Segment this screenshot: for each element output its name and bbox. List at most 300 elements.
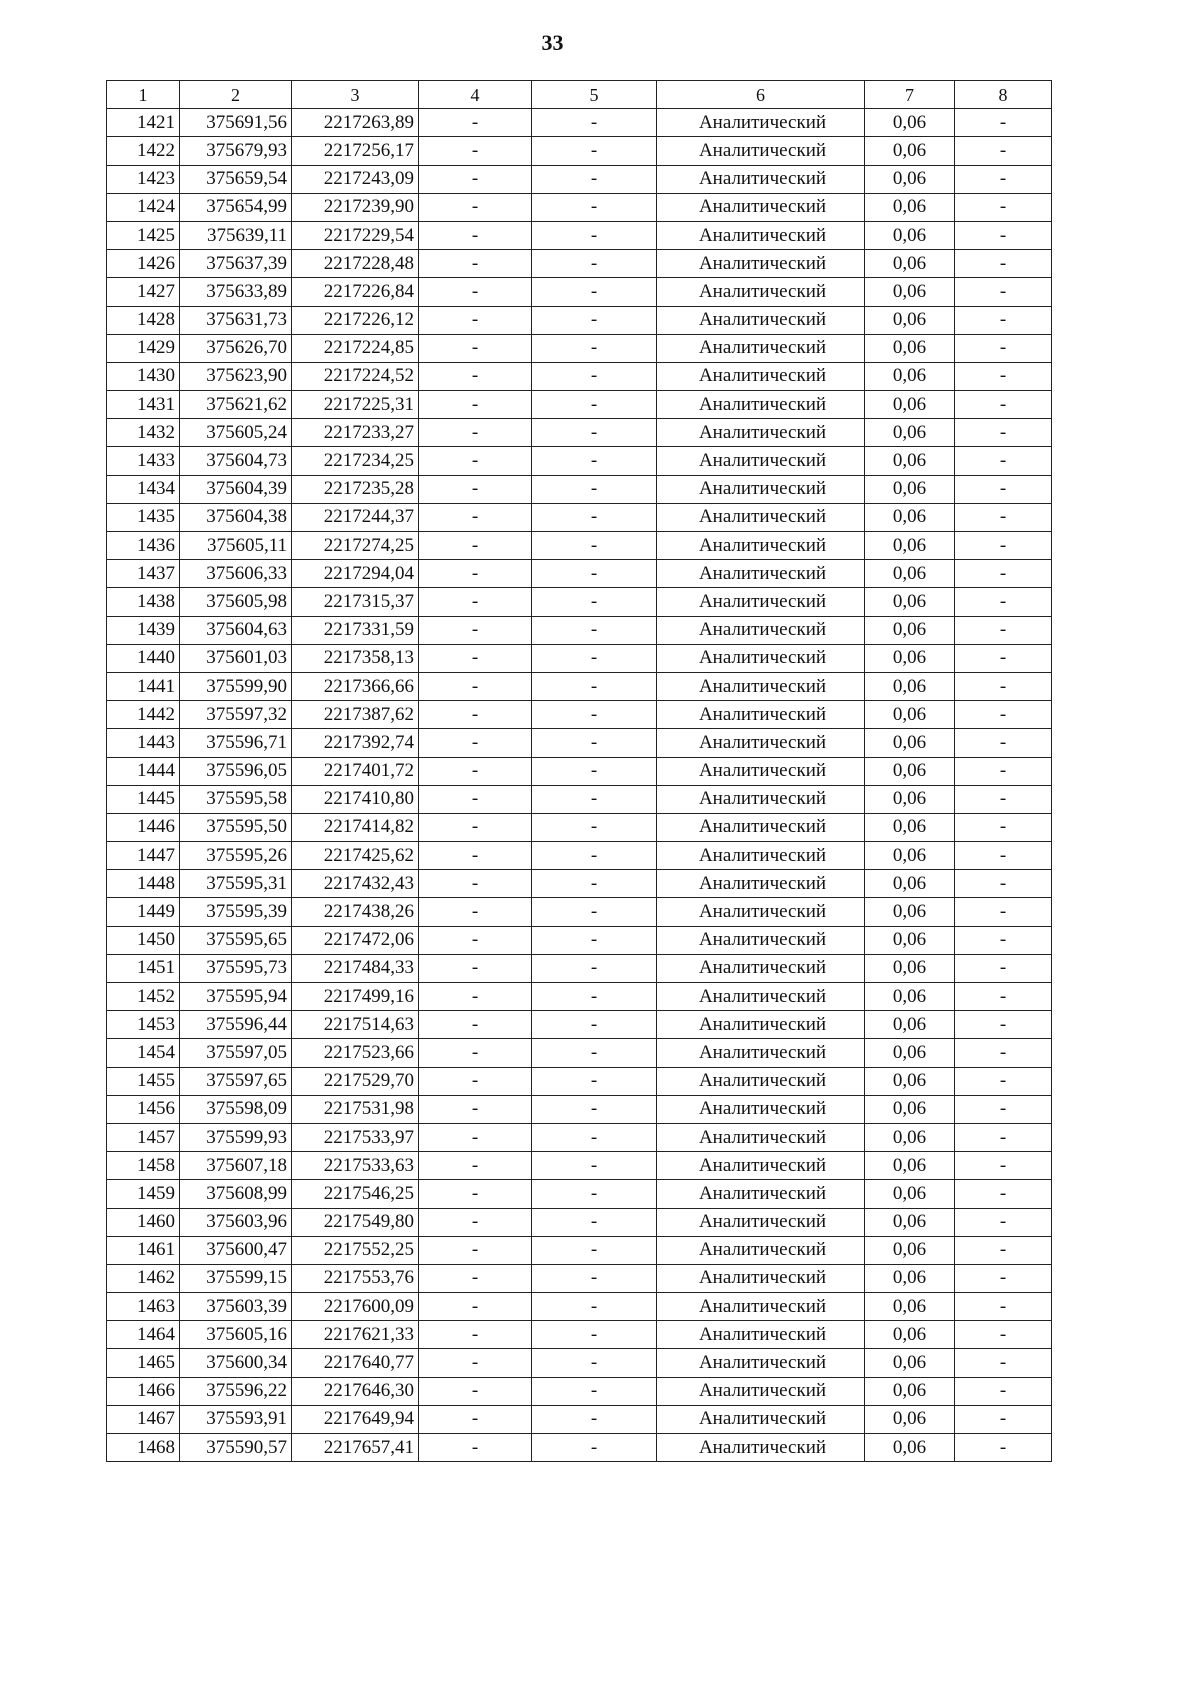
- point-number-cell: 1464: [107, 1321, 180, 1349]
- method-cell: Аналитический: [657, 250, 865, 278]
- column-4-cell: -: [419, 193, 532, 221]
- accuracy-cell: 0,06: [865, 419, 955, 447]
- x-coordinate-cell: 375595,26: [180, 842, 292, 870]
- method-cell: Аналитический: [657, 954, 865, 982]
- table-row: [107, 391, 1052, 419]
- x-coordinate-cell: 375595,39: [180, 898, 292, 926]
- point-number-cell: 1466: [107, 1377, 180, 1405]
- method-cell: Аналитический: [657, 983, 865, 1011]
- table-row: [107, 785, 1052, 813]
- column-8-cell: -: [955, 898, 1052, 926]
- point-number-cell: 1456: [107, 1095, 180, 1123]
- column-4-cell: -: [419, 1405, 532, 1433]
- column-8-cell: -: [955, 1208, 1052, 1236]
- column-5-cell: -: [532, 278, 657, 306]
- point-number-cell: 1442: [107, 701, 180, 729]
- column-4-cell: -: [419, 165, 532, 193]
- y-coordinate-cell: 2217410,80: [292, 785, 419, 813]
- table-row: [107, 644, 1052, 672]
- y-coordinate-cell: 2217239,90: [292, 193, 419, 221]
- column-8-cell: -: [955, 1236, 1052, 1264]
- column-4-cell: -: [419, 954, 532, 982]
- point-number-cell: 1440: [107, 644, 180, 672]
- column-5-cell: -: [532, 729, 657, 757]
- table-row: [107, 926, 1052, 954]
- point-number-cell: 1426: [107, 250, 180, 278]
- point-number-cell: 1431: [107, 391, 180, 419]
- accuracy-cell: 0,06: [865, 447, 955, 475]
- column-4-cell: -: [419, 1067, 532, 1095]
- method-cell: Аналитический: [657, 813, 865, 841]
- column-4-cell: -: [419, 1039, 532, 1067]
- accuracy-cell: 0,06: [865, 983, 955, 1011]
- accuracy-cell: 0,06: [865, 362, 955, 390]
- accuracy-cell: 0,06: [865, 306, 955, 334]
- column-4-cell: -: [419, 1011, 532, 1039]
- method-cell: Аналитический: [657, 109, 865, 137]
- point-number-cell: 1449: [107, 898, 180, 926]
- accuracy-cell: 0,06: [865, 926, 955, 954]
- method-cell: Аналитический: [657, 362, 865, 390]
- x-coordinate-cell: 375595,94: [180, 983, 292, 1011]
- column-5-cell: -: [532, 560, 657, 588]
- column-8-cell: -: [955, 1434, 1052, 1462]
- x-coordinate-cell: 375595,73: [180, 954, 292, 982]
- method-cell: Аналитический: [657, 221, 865, 249]
- column-8-cell: -: [955, 1152, 1052, 1180]
- method-cell: Аналитический: [657, 870, 865, 898]
- x-coordinate-cell: 375659,54: [180, 165, 292, 193]
- column-4-cell: -: [419, 391, 532, 419]
- column-4-cell: -: [419, 1236, 532, 1264]
- column-8-cell: -: [955, 1067, 1052, 1095]
- column-4-cell: -: [419, 1123, 532, 1151]
- method-cell: Аналитический: [657, 532, 865, 560]
- column-5-cell: -: [532, 532, 657, 560]
- accuracy-cell: 0,06: [865, 898, 955, 926]
- x-coordinate-cell: 375604,73: [180, 447, 292, 475]
- method-cell: Аналитический: [657, 1208, 865, 1236]
- column-5-cell: -: [532, 1180, 657, 1208]
- method-cell: Аналитический: [657, 1039, 865, 1067]
- table-row: [107, 672, 1052, 700]
- column-8-cell: -: [955, 1293, 1052, 1321]
- column-5-cell: -: [532, 785, 657, 813]
- method-cell: Аналитический: [657, 898, 865, 926]
- accuracy-cell: 0,06: [865, 1321, 955, 1349]
- x-coordinate-cell: 375590,57: [180, 1434, 292, 1462]
- column-5-cell: -: [532, 983, 657, 1011]
- column-4-cell: -: [419, 898, 532, 926]
- accuracy-cell: 0,06: [865, 644, 955, 672]
- method-cell: Аналитический: [657, 926, 865, 954]
- column-8-cell: -: [955, 193, 1052, 221]
- column-5-cell: -: [532, 672, 657, 700]
- point-number-cell: 1465: [107, 1349, 180, 1377]
- table-row: [107, 701, 1052, 729]
- column-8-cell: -: [955, 391, 1052, 419]
- column-8-cell: -: [955, 1321, 1052, 1349]
- column-5-cell: -: [532, 475, 657, 503]
- column-5-cell: -: [532, 1236, 657, 1264]
- point-number-cell: 1428: [107, 306, 180, 334]
- column-5-cell: -: [532, 898, 657, 926]
- y-coordinate-cell: 2217387,62: [292, 701, 419, 729]
- column-8-cell: -: [955, 1377, 1052, 1405]
- table-row: [107, 475, 1052, 503]
- method-cell: Аналитический: [657, 278, 865, 306]
- accuracy-cell: 0,06: [865, 137, 955, 165]
- column-5-cell: -: [532, 165, 657, 193]
- method-cell: Аналитический: [657, 644, 865, 672]
- method-cell: Аналитический: [657, 193, 865, 221]
- column-5-cell: -: [532, 1377, 657, 1405]
- accuracy-cell: 0,06: [865, 842, 955, 870]
- x-coordinate-cell: 375599,93: [180, 1123, 292, 1151]
- point-number-cell: 1453: [107, 1011, 180, 1039]
- point-number-cell: 1437: [107, 560, 180, 588]
- y-coordinate-cell: 2217657,41: [292, 1434, 419, 1462]
- column-header: 3: [292, 81, 419, 109]
- column-8-cell: -: [955, 221, 1052, 249]
- accuracy-cell: 0,06: [865, 1377, 955, 1405]
- method-cell: Аналитический: [657, 1236, 865, 1264]
- x-coordinate-cell: 375593,91: [180, 1405, 292, 1433]
- x-coordinate-cell: 375605,98: [180, 588, 292, 616]
- y-coordinate-cell: 2217263,89: [292, 109, 419, 137]
- x-coordinate-cell: 375608,99: [180, 1180, 292, 1208]
- column-4-cell: -: [419, 757, 532, 785]
- method-cell: Аналитический: [657, 672, 865, 700]
- point-number-cell: 1457: [107, 1123, 180, 1151]
- y-coordinate-cell: 2217472,06: [292, 926, 419, 954]
- method-cell: Аналитический: [657, 1405, 865, 1433]
- page-number: 33: [541, 30, 564, 55]
- x-coordinate-cell: 375599,90: [180, 672, 292, 700]
- column-4-cell: -: [419, 419, 532, 447]
- accuracy-cell: 0,06: [865, 954, 955, 982]
- method-cell: Аналитический: [657, 1180, 865, 1208]
- x-coordinate-cell: 375621,62: [180, 391, 292, 419]
- accuracy-cell: 0,06: [865, 1123, 955, 1151]
- column-5-cell: -: [532, 1095, 657, 1123]
- table-row: [107, 1208, 1052, 1236]
- column-4-cell: -: [419, 1095, 532, 1123]
- column-5-cell: -: [532, 926, 657, 954]
- table-row: [107, 1405, 1052, 1433]
- column-8-cell: -: [955, 137, 1052, 165]
- table-row: [107, 842, 1052, 870]
- method-cell: Аналитический: [657, 419, 865, 447]
- column-5-cell: -: [532, 503, 657, 531]
- column-5-cell: -: [532, 362, 657, 390]
- column-5-cell: -: [532, 109, 657, 137]
- accuracy-cell: 0,06: [865, 278, 955, 306]
- column-4-cell: -: [419, 729, 532, 757]
- x-coordinate-cell: 375606,33: [180, 560, 292, 588]
- column-8-cell: -: [955, 1095, 1052, 1123]
- method-cell: Аналитический: [657, 1011, 865, 1039]
- column-5-cell: -: [532, 757, 657, 785]
- column-8-cell: -: [955, 983, 1052, 1011]
- accuracy-cell: 0,06: [865, 1264, 955, 1292]
- x-coordinate-cell: 375596,22: [180, 1377, 292, 1405]
- y-coordinate-cell: 2217225,31: [292, 391, 419, 419]
- method-cell: Аналитический: [657, 1293, 865, 1321]
- point-number-cell: 1447: [107, 842, 180, 870]
- column-4-cell: -: [419, 109, 532, 137]
- method-cell: Аналитический: [657, 560, 865, 588]
- y-coordinate-cell: 2217226,12: [292, 306, 419, 334]
- method-cell: Аналитический: [657, 1067, 865, 1095]
- column-4-cell: -: [419, 785, 532, 813]
- point-number-cell: 1429: [107, 334, 180, 362]
- column-5-cell: -: [532, 306, 657, 334]
- y-coordinate-cell: 2217401,72: [292, 757, 419, 785]
- table-row: [107, 1349, 1052, 1377]
- x-coordinate-cell: 375603,96: [180, 1208, 292, 1236]
- table-row: [107, 193, 1052, 221]
- accuracy-cell: 0,06: [865, 729, 955, 757]
- column-4-cell: -: [419, 672, 532, 700]
- point-number-cell: 1468: [107, 1434, 180, 1462]
- x-coordinate-cell: 375597,65: [180, 1067, 292, 1095]
- column-8-cell: -: [955, 954, 1052, 982]
- table-row: [107, 898, 1052, 926]
- column-4-cell: -: [419, 813, 532, 841]
- table-row: [107, 813, 1052, 841]
- y-coordinate-cell: 2217621,33: [292, 1321, 419, 1349]
- table-row: [107, 419, 1052, 447]
- table-row: [107, 362, 1052, 390]
- method-cell: Аналитический: [657, 1321, 865, 1349]
- method-cell: Аналитический: [657, 334, 865, 362]
- column-4-cell: -: [419, 447, 532, 475]
- point-number-cell: 1455: [107, 1067, 180, 1095]
- table-row: [107, 616, 1052, 644]
- y-coordinate-cell: 2217546,25: [292, 1180, 419, 1208]
- column-8-cell: -: [955, 560, 1052, 588]
- x-coordinate-cell: 375633,89: [180, 278, 292, 306]
- y-coordinate-cell: 2217533,97: [292, 1123, 419, 1151]
- method-cell: Аналитический: [657, 1123, 865, 1151]
- accuracy-cell: 0,06: [865, 165, 955, 193]
- point-number-cell: 1434: [107, 475, 180, 503]
- table-row: [107, 1264, 1052, 1292]
- y-coordinate-cell: 2217649,94: [292, 1405, 419, 1433]
- y-coordinate-cell: 2217224,85: [292, 334, 419, 362]
- column-5-cell: -: [532, 250, 657, 278]
- y-coordinate-cell: 2217233,27: [292, 419, 419, 447]
- column-header: 2: [180, 81, 292, 109]
- point-number-cell: 1430: [107, 362, 180, 390]
- column-8-cell: -: [955, 785, 1052, 813]
- method-cell: Аналитический: [657, 503, 865, 531]
- column-5-cell: -: [532, 391, 657, 419]
- y-coordinate-cell: 2217294,04: [292, 560, 419, 588]
- x-coordinate-cell: 375626,70: [180, 334, 292, 362]
- y-coordinate-cell: 2217274,25: [292, 532, 419, 560]
- point-number-cell: 1424: [107, 193, 180, 221]
- point-number-cell: 1439: [107, 616, 180, 644]
- table-row: [107, 870, 1052, 898]
- column-5-cell: -: [532, 1349, 657, 1377]
- column-4-cell: -: [419, 1349, 532, 1377]
- column-4-cell: -: [419, 1293, 532, 1321]
- accuracy-cell: 0,06: [865, 1236, 955, 1264]
- y-coordinate-cell: 2217228,48: [292, 250, 419, 278]
- table-row: [107, 757, 1052, 785]
- column-4-cell: -: [419, 1377, 532, 1405]
- y-coordinate-cell: 2217600,09: [292, 1293, 419, 1321]
- column-4-cell: -: [419, 1152, 532, 1180]
- accuracy-cell: 0,06: [865, 1349, 955, 1377]
- point-number-cell: 1445: [107, 785, 180, 813]
- column-8-cell: -: [955, 1349, 1052, 1377]
- y-coordinate-cell: 2217414,82: [292, 813, 419, 841]
- x-coordinate-cell: 375604,39: [180, 475, 292, 503]
- column-8-cell: -: [955, 842, 1052, 870]
- method-cell: Аналитический: [657, 1152, 865, 1180]
- y-coordinate-cell: 2217523,66: [292, 1039, 419, 1067]
- column-4-cell: -: [419, 1180, 532, 1208]
- method-cell: Аналитический: [657, 1095, 865, 1123]
- column-header: 4: [419, 81, 532, 109]
- column-8-cell: -: [955, 165, 1052, 193]
- column-4-cell: -: [419, 870, 532, 898]
- table-body: [107, 109, 1052, 1462]
- column-8-cell: -: [955, 419, 1052, 447]
- accuracy-cell: 0,06: [865, 1039, 955, 1067]
- y-coordinate-cell: 2217514,63: [292, 1011, 419, 1039]
- column-4-cell: -: [419, 334, 532, 362]
- point-number-cell: 1450: [107, 926, 180, 954]
- point-number-cell: 1422: [107, 137, 180, 165]
- method-cell: Аналитический: [657, 842, 865, 870]
- table-row: [107, 1011, 1052, 1039]
- accuracy-cell: 0,06: [865, 334, 955, 362]
- point-number-cell: 1432: [107, 419, 180, 447]
- table-row: [107, 1321, 1052, 1349]
- point-number-cell: 1467: [107, 1405, 180, 1433]
- y-coordinate-cell: 2217392,74: [292, 729, 419, 757]
- table-row: [107, 109, 1052, 137]
- accuracy-cell: 0,06: [865, 503, 955, 531]
- table-row: [107, 588, 1052, 616]
- y-coordinate-cell: 2217331,59: [292, 616, 419, 644]
- table-row: [107, 1377, 1052, 1405]
- accuracy-cell: 0,06: [865, 532, 955, 560]
- column-5-cell: -: [532, 1321, 657, 1349]
- method-cell: Аналитический: [657, 1264, 865, 1292]
- accuracy-cell: 0,06: [865, 813, 955, 841]
- accuracy-cell: 0,06: [865, 672, 955, 700]
- x-coordinate-cell: 375605,11: [180, 532, 292, 560]
- method-cell: Аналитический: [657, 588, 865, 616]
- column-8-cell: -: [955, 644, 1052, 672]
- method-cell: Аналитический: [657, 137, 865, 165]
- table-row: [107, 729, 1052, 757]
- x-coordinate-cell: 375600,34: [180, 1349, 292, 1377]
- column-8-cell: -: [955, 588, 1052, 616]
- column-header: 8: [955, 81, 1052, 109]
- column-8-cell: -: [955, 250, 1052, 278]
- point-number-cell: 1423: [107, 165, 180, 193]
- column-5-cell: -: [532, 842, 657, 870]
- table-row: [107, 954, 1052, 982]
- accuracy-cell: 0,06: [865, 701, 955, 729]
- column-5-cell: -: [532, 419, 657, 447]
- y-coordinate-cell: 2217529,70: [292, 1067, 419, 1095]
- accuracy-cell: 0,06: [865, 616, 955, 644]
- column-4-cell: -: [419, 560, 532, 588]
- table-header-row: [107, 81, 1052, 109]
- column-5-cell: -: [532, 870, 657, 898]
- table-row: [107, 221, 1052, 249]
- x-coordinate-cell: 375595,50: [180, 813, 292, 841]
- column-8-cell: -: [955, 109, 1052, 137]
- x-coordinate-cell: 375631,73: [180, 306, 292, 334]
- point-number-cell: 1438: [107, 588, 180, 616]
- x-coordinate-cell: 375603,39: [180, 1293, 292, 1321]
- y-coordinate-cell: 2217549,80: [292, 1208, 419, 1236]
- column-8-cell: -: [955, 532, 1052, 560]
- point-number-cell: 1462: [107, 1264, 180, 1292]
- column-8-cell: -: [955, 701, 1052, 729]
- method-cell: Аналитический: [657, 306, 865, 334]
- x-coordinate-cell: 375691,56: [180, 109, 292, 137]
- column-4-cell: -: [419, 306, 532, 334]
- column-8-cell: -: [955, 672, 1052, 700]
- column-4-cell: -: [419, 503, 532, 531]
- table-row: [107, 250, 1052, 278]
- x-coordinate-cell: 375595,58: [180, 785, 292, 813]
- accuracy-cell: 0,06: [865, 250, 955, 278]
- column-4-cell: -: [419, 532, 532, 560]
- x-coordinate-cell: 375637,39: [180, 250, 292, 278]
- column-5-cell: -: [532, 1123, 657, 1151]
- column-5-cell: -: [532, 1067, 657, 1095]
- x-coordinate-cell: 375605,16: [180, 1321, 292, 1349]
- column-header: 1: [107, 81, 180, 109]
- column-4-cell: -: [419, 983, 532, 1011]
- column-4-cell: -: [419, 362, 532, 390]
- column-4-cell: -: [419, 1434, 532, 1462]
- table-row: [107, 1123, 1052, 1151]
- column-4-cell: -: [419, 701, 532, 729]
- column-5-cell: -: [532, 701, 657, 729]
- x-coordinate-cell: 375654,99: [180, 193, 292, 221]
- x-coordinate-cell: 375597,32: [180, 701, 292, 729]
- column-5-cell: -: [532, 1434, 657, 1462]
- accuracy-cell: 0,06: [865, 109, 955, 137]
- column-4-cell: -: [419, 644, 532, 672]
- point-number-cell: 1460: [107, 1208, 180, 1236]
- point-number-cell: 1459: [107, 1180, 180, 1208]
- table-row: [107, 1152, 1052, 1180]
- y-coordinate-cell: 2217640,77: [292, 1349, 419, 1377]
- column-4-cell: -: [419, 1208, 532, 1236]
- column-8-cell: -: [955, 306, 1052, 334]
- column-header: 6: [657, 81, 865, 109]
- y-coordinate-cell: 2217226,84: [292, 278, 419, 306]
- point-number-cell: 1451: [107, 954, 180, 982]
- column-8-cell: -: [955, 1180, 1052, 1208]
- y-coordinate-cell: 2217533,63: [292, 1152, 419, 1180]
- column-8-cell: -: [955, 503, 1052, 531]
- column-5-cell: -: [532, 334, 657, 362]
- accuracy-cell: 0,06: [865, 870, 955, 898]
